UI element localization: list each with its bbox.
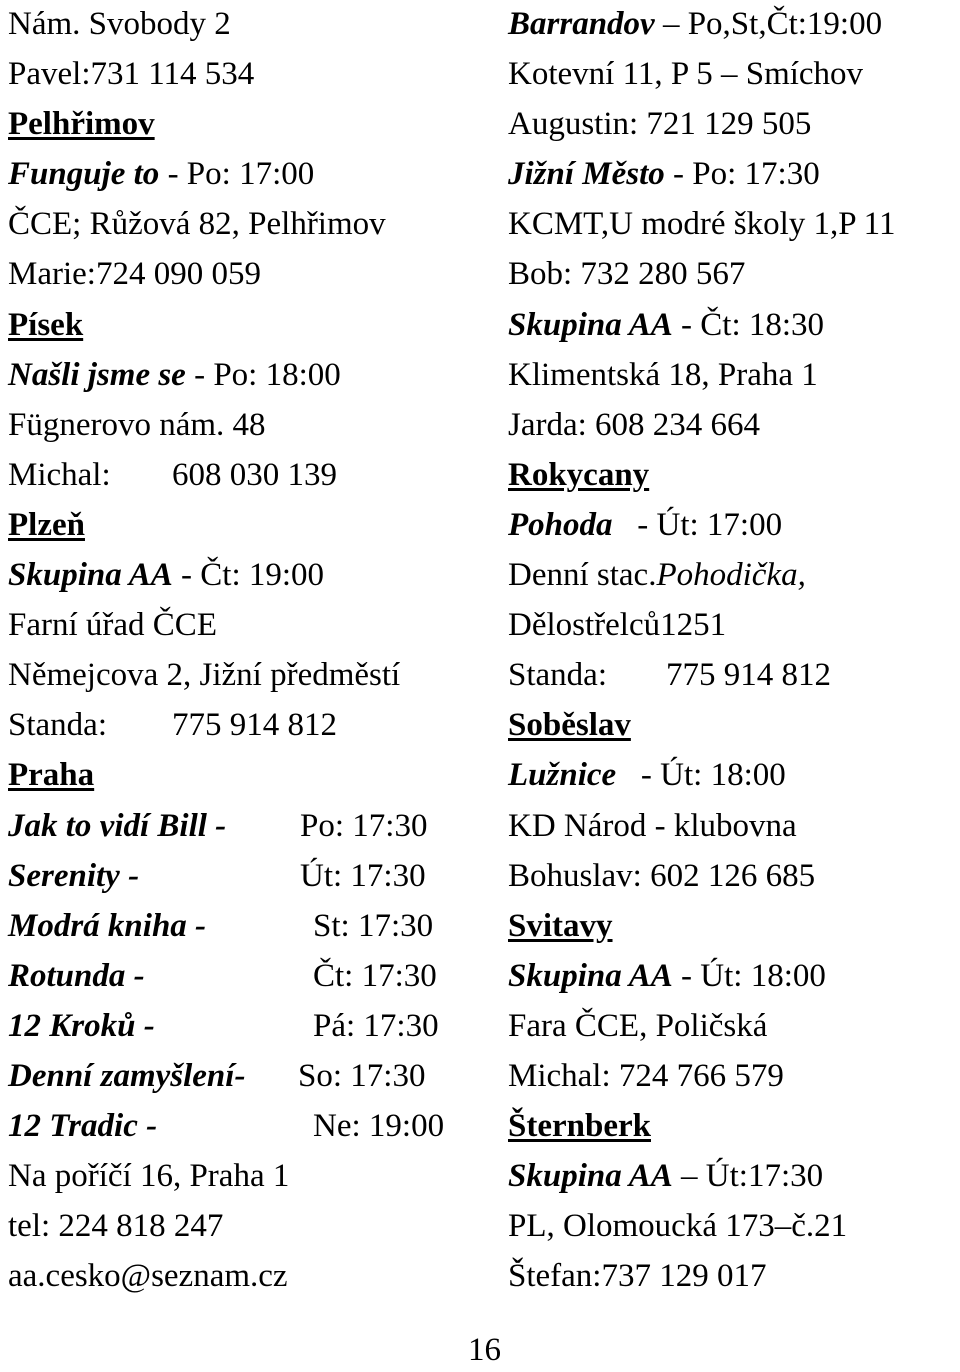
schedule-row: [8, 801, 488, 851]
meeting-time: – Po,St,Čt:19:00: [654, 6, 883, 42]
city-heading-plzen: Plzeň: [8, 506, 85, 543]
group-name: Skupina AA: [8, 557, 173, 594]
contact-line: Bob: 732 280 567: [508, 256, 746, 293]
meeting-time: Ne: 19:00: [313, 1108, 445, 1145]
address-line: [508, 550, 958, 600]
meeting-line: [8, 350, 488, 400]
group-name: Denní zamyšlení-: [8, 1057, 246, 1094]
email-line: aa.cesko@seznam.cz: [8, 1258, 288, 1295]
left-column: [8, 0, 488, 1301]
address-line: ČCE; Růžová 82, Pelhřimov: [8, 206, 386, 243]
contact-line: Marie:724 090 059: [8, 256, 261, 293]
address-prefix: Denní stac.: [508, 557, 657, 594]
meeting-time: - Út: 17:00: [612, 506, 783, 543]
city-heading-rokycany: Rokycany: [508, 456, 650, 493]
group-name: Našli jsme se: [8, 356, 186, 393]
schedule-row: [8, 951, 488, 1001]
city-heading-pisek: Písek: [8, 306, 84, 343]
meeting-time: - Čt: 18:30: [672, 306, 825, 343]
address-line: Kotevní 11, P 5 – Smíchov: [508, 56, 864, 93]
address-line: PL, Olomoucká 173–č.21: [508, 1208, 848, 1245]
address-line: Klimentská 18, Praha 1: [508, 356, 818, 393]
page-number: 16: [468, 1332, 501, 1368]
place-name: Pohodička,: [656, 557, 806, 594]
meeting-time: Čt: 17:30: [313, 957, 437, 994]
city-heading-pelhrimov: Pelhřimov: [8, 106, 155, 143]
group-name: Lužnice: [508, 757, 617, 794]
address-line: KD Národ - klubovna: [508, 807, 797, 844]
meeting-line: [508, 1151, 958, 1201]
meeting-time: - Čt: 19:00: [172, 557, 325, 594]
contact-line: [508, 650, 958, 700]
contact-phone: 775 914 812: [172, 707, 337, 744]
group-name: Serenity -: [8, 857, 140, 894]
group-name: Modrá kniha -: [8, 907, 207, 944]
meeting-time: Po: 17:30: [300, 807, 428, 844]
meeting-line: [8, 550, 488, 600]
address-line: Nám. Svobody 2: [8, 6, 231, 42]
contact-label: Standa:: [8, 707, 107, 744]
group-name: Rotunda -: [8, 957, 145, 994]
group-name: 12 Tradic -: [8, 1108, 158, 1145]
meeting-line: [508, 149, 958, 199]
schedule-row: [8, 1101, 488, 1151]
phone-line: tel: 224 818 247: [8, 1208, 224, 1245]
address-line: Fügnerovo nám. 48: [8, 406, 266, 443]
meeting-time: St: 17:30: [313, 907, 434, 944]
contact-phone: 608 030 139: [172, 456, 337, 493]
group-name: 12 Kroků -: [8, 1007, 155, 1044]
meeting-time: - Út: 18:00: [616, 757, 786, 794]
contact-line: Bohuslav: 602 126 685: [508, 857, 816, 894]
meeting-line: [508, 500, 958, 550]
address-line: Farní úřad ČCE: [8, 607, 217, 644]
meeting-line: [508, 951, 958, 1001]
group-name: Funguje to: [8, 156, 160, 193]
meeting-line: [508, 750, 958, 800]
city-heading-svitavy: Svitavy: [508, 907, 613, 944]
group-name: Skupina AA: [508, 957, 673, 994]
meeting-time: – Út:17:30: [672, 1158, 824, 1195]
group-name: Skupina AA: [508, 306, 673, 343]
schedule-row: [8, 1001, 488, 1051]
city-heading-sobeslav: Soběslav: [508, 707, 631, 744]
meeting-time: - Po: 18:00: [185, 356, 341, 393]
contact-line: Augustin: 721 129 505: [508, 106, 812, 143]
meeting-line: [508, 0, 958, 49]
group-name: Jak to vidí Bill -: [8, 807, 227, 844]
address-line: Dělostřelců1251: [508, 607, 727, 644]
group-name: Skupina AA: [508, 1158, 673, 1195]
meeting-time: - Po: 17:00: [159, 156, 315, 193]
address-line: Němejcova 2, Jižní předměstí: [8, 657, 401, 694]
meeting-time: - Út: 18:00: [672, 957, 826, 994]
meeting-line: [508, 300, 958, 350]
contact-line: [8, 450, 488, 500]
city-heading-sternberk: Šternberk: [508, 1108, 651, 1145]
meeting-time: Út: 17:30: [300, 857, 426, 894]
city-heading-praha: Praha: [8, 757, 95, 794]
contact-label: Michal:: [8, 456, 111, 493]
contact-phone: 775 914 812: [666, 657, 831, 694]
address-line: Fara ČCE, Poličská: [508, 1007, 768, 1044]
group-name: Barrandov: [508, 6, 655, 42]
contact-line: Pavel:731 114 534: [8, 56, 255, 93]
contact-label: Standa:: [508, 657, 607, 694]
contact-line: Jarda: 608 234 664: [508, 406, 761, 443]
schedule-row: [8, 1051, 488, 1101]
schedule-row: [8, 851, 488, 901]
address-line: KCMT,U modré školy 1,P 11: [508, 206, 896, 243]
meeting-line: [8, 149, 488, 199]
meeting-time: Pá: 17:30: [313, 1007, 439, 1044]
contact-line: Michal: 724 766 579: [508, 1057, 784, 1094]
group-name: Pohoda: [508, 506, 613, 543]
meeting-time: - Po: 17:30: [664, 156, 820, 193]
schedule-row: [8, 901, 488, 951]
address-line: Na poříčí 16, Praha 1: [8, 1158, 290, 1195]
contact-line: Štefan:737 129 017: [508, 1258, 767, 1295]
group-name: Jižní Město: [508, 156, 665, 193]
contact-line: [8, 700, 488, 750]
meeting-time: So: 17:30: [298, 1057, 426, 1094]
right-column: [508, 0, 958, 1301]
